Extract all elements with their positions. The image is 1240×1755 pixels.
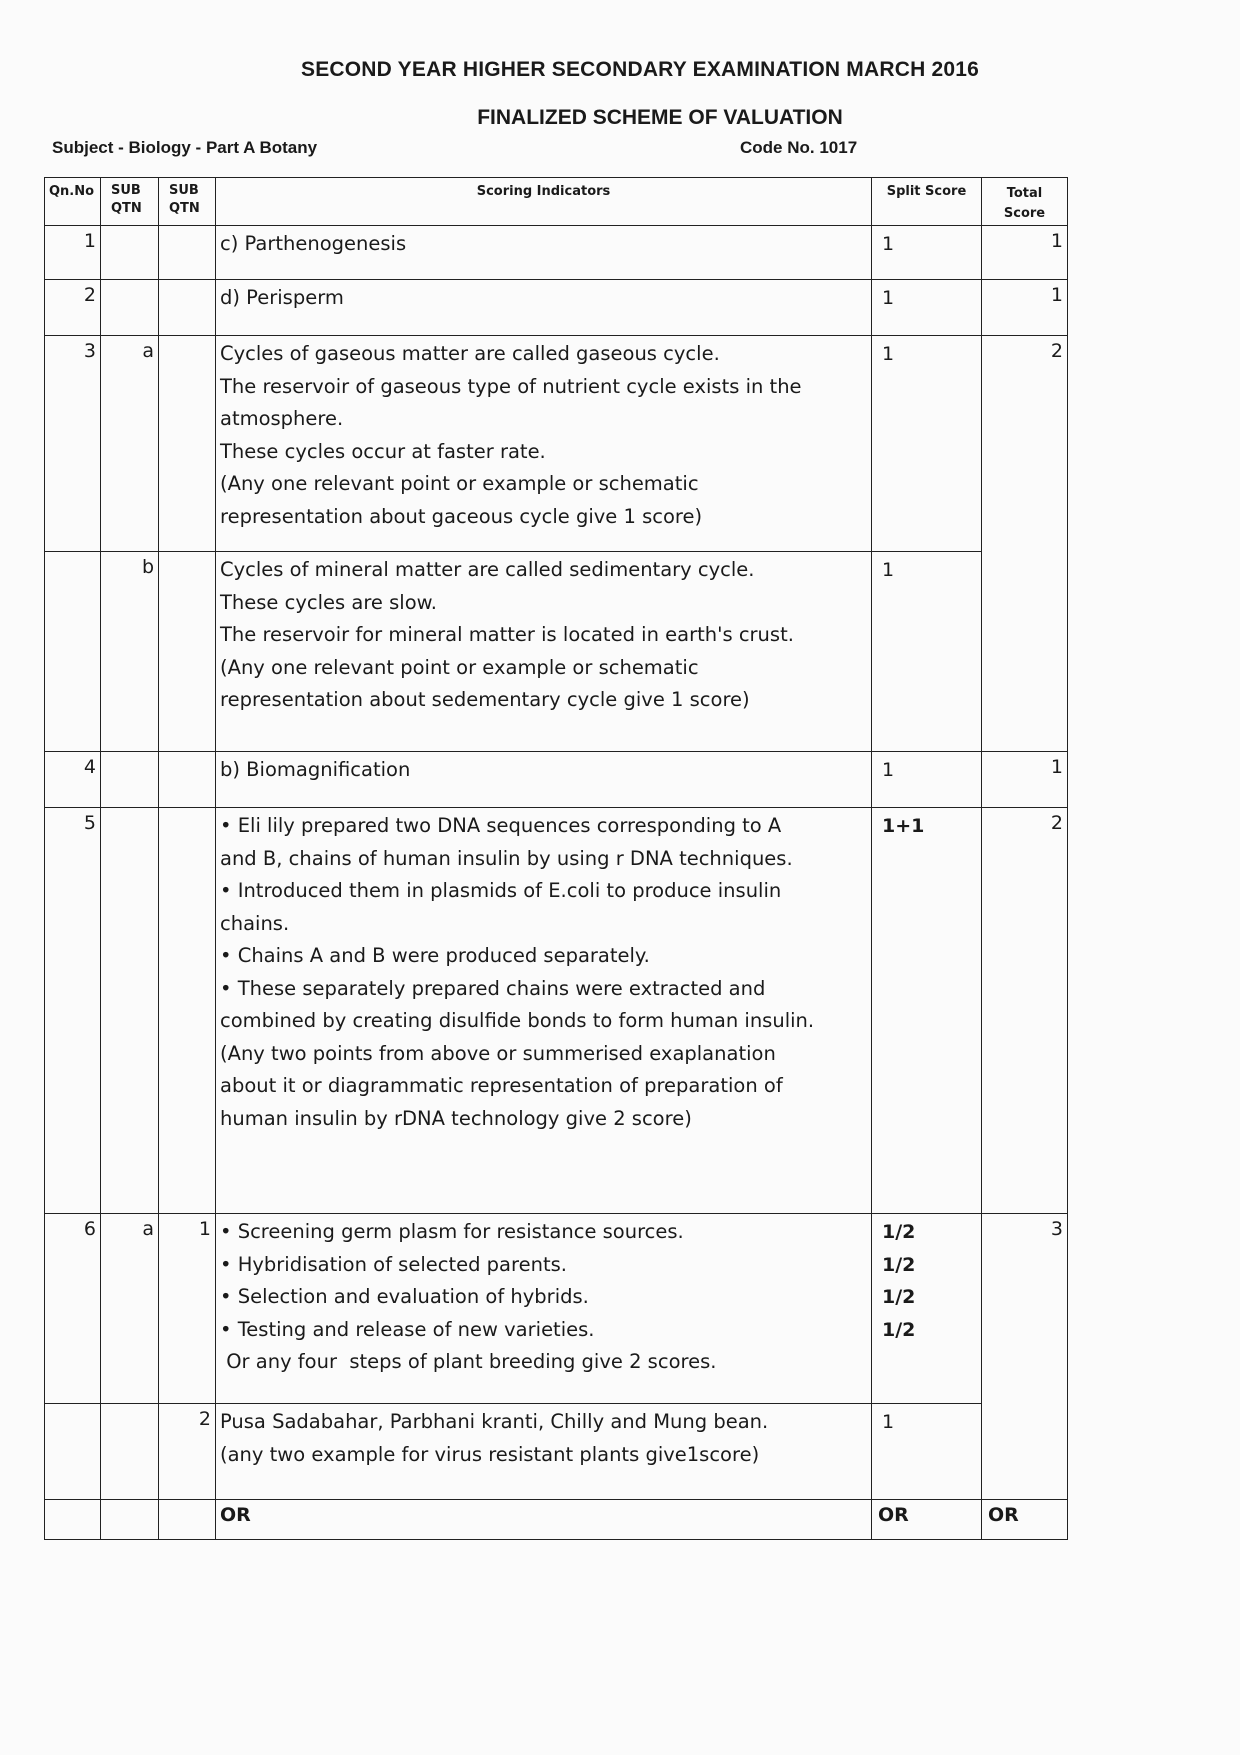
header-sub-qtn-2	[159, 178, 216, 226]
indicator-line: These cycles are slow.	[220, 590, 437, 614]
indicator-line: (any two example for virus resistant plants give1score)	[220, 1442, 760, 1466]
indicator-line: representation about sedementary cycle give 1 score)	[220, 688, 750, 711]
code-number: Code No. 1017	[740, 138, 858, 157]
indicator-line: Pusa Sadabahar, Parbhani kranti, Chilly and Mung bean.	[220, 1410, 769, 1433]
split-score-line: 1/2	[882, 1286, 916, 1308]
or-label: OR	[216, 1500, 872, 1540]
indicator-line: • Eli lily prepared two DNA sequences corresponding to A	[220, 814, 782, 837]
split-score	[872, 1214, 982, 1404]
indicator-line: • Testing and release of new varieties.	[220, 1317, 595, 1341]
sub-qtn-cell: 2	[159, 1404, 216, 1500]
table-row-q3b	[45, 552, 1068, 752]
header-sub2-line1: SUB	[169, 183, 199, 198]
split-score: 1	[872, 752, 982, 808]
header-sub-qtn-1	[101, 178, 159, 226]
header-sub1-line1: SUB	[111, 183, 141, 198]
indicator-line: Or any four steps of plant breeding give 2 scores.	[220, 1350, 717, 1373]
split-score: 1	[872, 1404, 982, 1500]
table-header-row	[45, 178, 1068, 226]
indicator-line: (Any one relevant point or example or schematic	[220, 472, 699, 495]
header-total-line1: Total	[1006, 186, 1043, 201]
indicator-line: representation about gaceous cycle give 1 score)	[220, 504, 703, 528]
split-score: 1+1	[872, 808, 982, 1214]
scoring-indicator: c) Parthenogenesis	[216, 226, 872, 280]
header-qn: Qn.No	[45, 178, 101, 226]
indicator-line: Cycles of gaseous matter are called gaseous cycle.	[220, 342, 720, 365]
sub-qtn-cell	[101, 752, 159, 808]
sub-qtn-cell: b	[101, 552, 159, 752]
sub-qtn-cell	[101, 1404, 159, 1500]
table-row-q2	[45, 280, 1068, 336]
total-score: 2	[982, 336, 1068, 752]
sub-qtn-cell	[159, 226, 216, 280]
sub-qtn-cell	[159, 752, 216, 808]
total-score: 3	[982, 1214, 1068, 1500]
scoring-indicator	[216, 1214, 872, 1404]
indicator-line: • These separately prepared chains were extracted and	[220, 976, 766, 1000]
indicator-line: about it or diagrammatic representation of preparation of	[220, 1074, 783, 1097]
or-split: OR	[872, 1500, 982, 1540]
indicator-line: The reservoir of gaseous type of nutrient cycle exists in the	[220, 374, 802, 398]
indicator-line: These cycles occur at faster rate.	[220, 439, 546, 463]
indicator-line: atmosphere.	[220, 407, 344, 430]
qn-cell	[45, 552, 101, 752]
total-score: 1	[982, 280, 1068, 336]
sub-qtn-cell: a	[101, 336, 159, 552]
indicator-line: combined by creating disulfide bonds to form human insulin.	[220, 1009, 815, 1032]
sub-qtn-cell	[159, 280, 216, 336]
table-row-q4	[45, 752, 1068, 808]
scoring-indicator: d) Perisperm	[216, 280, 872, 336]
or-total: OR	[982, 1500, 1068, 1540]
scoring-indicator	[216, 1404, 872, 1500]
header-scoring-indicators: Scoring Indicators	[216, 178, 872, 226]
header-split-score: Split Score	[872, 178, 982, 226]
qn-cell: 2	[45, 280, 101, 336]
qn-cell: 1	[45, 226, 101, 280]
qn-cell	[45, 1404, 101, 1500]
qn-cell	[45, 1500, 101, 1540]
table-row-q1	[45, 226, 1068, 280]
indicator-line: The reservoir for mineral matter is located in earth's crust.	[220, 623, 794, 646]
sub-qtn-cell	[159, 1500, 216, 1540]
exam-title: SECOND YEAR HIGHER SECONDARY EXAMINATION MARCH 2016	[300, 58, 980, 81]
table-row-q3a	[45, 336, 1068, 552]
sub-qtn-cell: a	[101, 1214, 159, 1404]
valuation-table	[44, 177, 1068, 1540]
table-row-q6a2	[45, 1404, 1068, 1500]
split-score-line: 1/2	[882, 1221, 916, 1243]
qn-cell: 5	[45, 808, 101, 1214]
sub-qtn-cell	[159, 336, 216, 552]
sub-qtn-cell	[101, 226, 159, 280]
indicator-line: • Hybridisation of selected parents.	[220, 1252, 567, 1276]
indicator-line: human insulin by rDNA technology give 2 score)	[220, 1106, 692, 1130]
total-score: 1	[982, 226, 1068, 280]
scoring-indicator	[216, 336, 872, 552]
split-score: 1	[872, 336, 982, 552]
qn-cell: 3	[45, 336, 101, 552]
sub-qtn-cell	[101, 808, 159, 1214]
header-sub1-line2: QTN	[111, 201, 142, 216]
sub-qtn-cell	[159, 808, 216, 1214]
total-score: 2	[982, 808, 1068, 1214]
indicator-line: • Chains A and B were produced separately.	[220, 944, 650, 967]
subject-label: Subject - Biology - Part A Botany	[52, 138, 318, 157]
table-row-q6a1	[45, 1214, 1068, 1404]
split-score-line: 1/2	[882, 1318, 916, 1341]
scoring-indicator: b) Biomagnification	[216, 752, 872, 808]
indicator-line: chains.	[220, 911, 290, 935]
scoring-indicator	[216, 808, 872, 1214]
indicator-line: and B, chains of human insulin by using r DNA techniques.	[220, 846, 793, 870]
split-score-line: 1/2	[882, 1253, 916, 1276]
table-row-or	[45, 1500, 1068, 1540]
scoring-indicator	[216, 552, 872, 752]
indicator-line: • Screening germ plasm for resistance sources.	[220, 1220, 684, 1243]
qn-cell: 6	[45, 1214, 101, 1404]
scheme-title: FINALIZED SCHEME OF VALUATION	[477, 106, 843, 129]
sub-qtn-cell: 1	[159, 1214, 216, 1404]
qn-cell: 4	[45, 752, 101, 808]
total-score: 1	[982, 752, 1068, 808]
split-score: 1	[872, 280, 982, 336]
split-score: 1	[872, 226, 982, 280]
indicator-line: • Introduced them in plasmids of E.coli to produce insulin	[220, 879, 782, 902]
header-total-line2: Score	[1003, 206, 1046, 221]
table-row-q5	[45, 808, 1068, 1214]
indicator-line: (Any two points from above or summerised exaplanation	[220, 1041, 776, 1065]
indicator-line: • Selection and evaluation of hybrids.	[220, 1285, 589, 1308]
sub-qtn-cell	[101, 280, 159, 336]
sub-qtn-cell	[159, 552, 216, 752]
split-score: 1	[872, 552, 982, 752]
indicator-line: (Any one relevant point or example or schematic	[220, 655, 699, 679]
indicator-line: Cycles of mineral matter are called sedimentary cycle.	[220, 558, 755, 581]
header-sub2-line2: QTN	[169, 201, 200, 216]
sub-qtn-cell	[101, 1500, 159, 1540]
header-total-score	[982, 178, 1068, 226]
